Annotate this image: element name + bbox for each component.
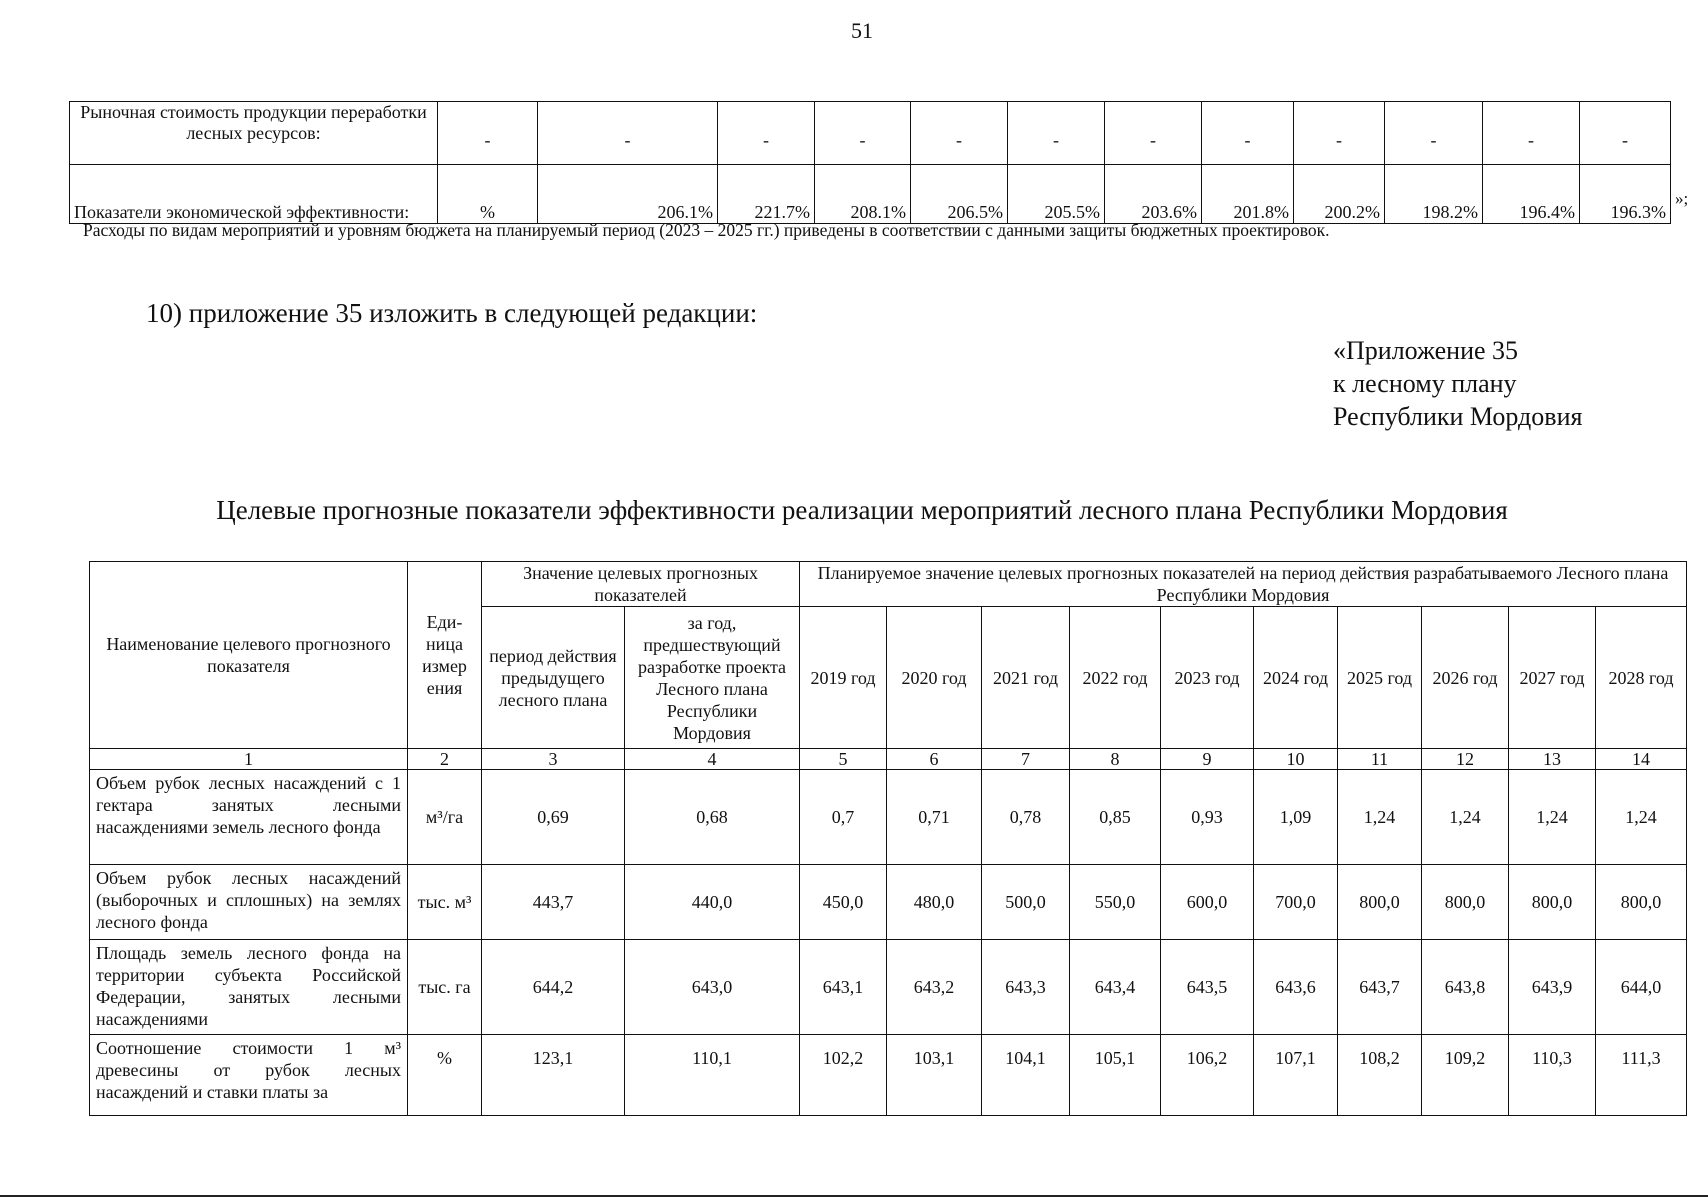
- header-unit: Еди-ница измер ения: [408, 562, 482, 749]
- value-cell: 221.7%: [718, 165, 815, 224]
- value-cell: 643,2: [887, 940, 982, 1035]
- table-row: [90, 770, 1687, 865]
- value-cell: 643,1: [800, 940, 887, 1035]
- value-cell: 196.3%: [1580, 165, 1671, 224]
- appendix-line: к лесному плану: [1333, 369, 1517, 398]
- value-cell: -: [538, 102, 718, 165]
- value-cell: -: [911, 102, 1008, 165]
- budget-note: Расходы по видам мероприятий и уровням бюджета на планируемый период (2023 – 2025 гг.) приведены в соответствии с данными защиты бюджетных проектировок.: [83, 220, 1330, 240]
- unit-cell: тыс. м³: [408, 865, 482, 940]
- header-year: 2027 год: [1509, 607, 1596, 749]
- value-cell: 643,4: [1070, 940, 1161, 1035]
- indicator-name: Площадь земель лесного фонда на территории субъекта Российской Федерации, занятых лесными насаждениями: [90, 940, 408, 1035]
- value-cell: 0,7: [800, 770, 887, 865]
- indicator-name: Соотношение стоимости 1 м³ древесины от рубок лесных насаждений и ставки платы за: [90, 1035, 408, 1116]
- value-cell: 800,0: [1422, 865, 1509, 940]
- value-cell: 480,0: [887, 865, 982, 940]
- value-cell: 0,71: [887, 770, 982, 865]
- value-cell: 644,2: [482, 940, 625, 1035]
- unit-cell: м³/га: [408, 770, 482, 865]
- table-row: [90, 1035, 1687, 1116]
- value-cell: 104,1: [982, 1035, 1070, 1116]
- value-cell: 203.6%: [1105, 165, 1202, 224]
- unit-cell: -: [438, 102, 538, 165]
- value-cell: 1,24: [1422, 770, 1509, 865]
- value-cell: 1,24: [1596, 770, 1687, 865]
- value-cell: 196.4%: [1483, 165, 1580, 224]
- column-number: 10: [1254, 749, 1338, 770]
- value-cell: -: [1105, 102, 1202, 165]
- indicator-name: Объем рубок лесных насаждений с 1 гектара занятых лесными насаждениями земель лесного фонда: [90, 770, 408, 865]
- value-cell: 103,1: [887, 1035, 982, 1116]
- appendix-line: «Приложение 35: [1333, 336, 1519, 365]
- header-year: 2022 год: [1070, 607, 1161, 749]
- value-cell: 1,09: [1254, 770, 1338, 865]
- value-cell: 109,2: [1422, 1035, 1509, 1116]
- value-cell: -: [1580, 102, 1671, 165]
- header-prev-period: период действия предыдущего лесного плана: [482, 607, 625, 749]
- value-cell: 643,8: [1422, 940, 1509, 1035]
- column-number: 12: [1422, 749, 1509, 770]
- unit-cell: %: [408, 1035, 482, 1116]
- value-cell: 1,24: [1509, 770, 1596, 865]
- appendix-line: Республики Мордовия: [1333, 402, 1583, 431]
- indicator-name: Объем рубок лесных насаждений (выборочных и сплошных) на землях лесного фонда: [90, 865, 408, 940]
- value-cell: 800,0: [1509, 865, 1596, 940]
- column-number: 9: [1161, 749, 1254, 770]
- value-cell: 106,2: [1161, 1035, 1254, 1116]
- value-cell: 800,0: [1338, 865, 1422, 940]
- value-cell: 643,5: [1161, 940, 1254, 1035]
- value-cell: 123,1: [482, 1035, 625, 1116]
- column-number: 14: [1596, 749, 1687, 770]
- value-cell: 0,85: [1070, 770, 1161, 865]
- value-cell: 206.5%: [911, 165, 1008, 224]
- continuation-table: [69, 101, 1671, 224]
- value-cell: 643,6: [1254, 940, 1338, 1035]
- value-cell: 110,1: [625, 1035, 800, 1116]
- value-cell: 198.2%: [1385, 165, 1483, 224]
- header-year: 2024 год: [1254, 607, 1338, 749]
- value-cell: 440,0: [625, 865, 800, 940]
- column-number-row: [90, 749, 1687, 770]
- value-cell: 700,0: [1254, 865, 1338, 940]
- value-cell: 644,0: [1596, 940, 1687, 1035]
- column-number: 5: [800, 749, 887, 770]
- value-cell: 200.2%: [1294, 165, 1385, 224]
- column-number: 1: [90, 749, 408, 770]
- column-number: 6: [887, 749, 982, 770]
- value-cell: -: [815, 102, 911, 165]
- header-year: 2019 год: [800, 607, 887, 749]
- row-label: Показатели экономической эффективности:: [70, 165, 438, 224]
- value-cell: -: [1008, 102, 1105, 165]
- column-number: 4: [625, 749, 800, 770]
- column-number: 13: [1509, 749, 1596, 770]
- column-number: 3: [482, 749, 625, 770]
- value-cell: 0,68: [625, 770, 800, 865]
- column-number: 2: [408, 749, 482, 770]
- row-label: Рыночная стоимость продукции переработки лесных ресурсов:: [70, 102, 438, 165]
- value-cell: 0,93: [1161, 770, 1254, 865]
- header-year: 2020 год: [887, 607, 982, 749]
- table-row: [70, 102, 1671, 165]
- page-number: 51: [851, 18, 873, 43]
- value-cell: 443,7: [482, 865, 625, 940]
- header-year: 2023 год: [1161, 607, 1254, 749]
- value-cell: 102,2: [800, 1035, 887, 1116]
- table-row: [90, 940, 1687, 1035]
- value-cell: 800,0: [1596, 865, 1687, 940]
- unit-cell: тыс. га: [408, 940, 482, 1035]
- header-year: 2026 год: [1422, 607, 1509, 749]
- value-cell: 0,78: [982, 770, 1070, 865]
- header-name: Наименование целевого прогнозного показателя: [90, 562, 408, 749]
- indicators-table: [89, 561, 1687, 1116]
- column-number: 11: [1338, 749, 1422, 770]
- column-number: 7: [982, 749, 1070, 770]
- value-cell: 208.1%: [815, 165, 911, 224]
- value-cell: 550,0: [1070, 865, 1161, 940]
- value-cell: 500,0: [982, 865, 1070, 940]
- value-cell: 450,0: [800, 865, 887, 940]
- value-cell: 600,0: [1161, 865, 1254, 940]
- value-cell: 643,9: [1509, 940, 1596, 1035]
- value-cell: -: [1294, 102, 1385, 165]
- value-cell: 108,2: [1338, 1035, 1422, 1116]
- value-cell: -: [1385, 102, 1483, 165]
- value-cell: 1,24: [1338, 770, 1422, 865]
- column-number: 8: [1070, 749, 1161, 770]
- value-cell: 111,3: [1596, 1035, 1687, 1116]
- header-year: 2025 год: [1338, 607, 1422, 749]
- header-year-before: за год, предшествующий разработке проекта Лесного плана Республики Мордовия: [625, 607, 800, 749]
- table-row: [70, 165, 1671, 224]
- value-cell: 643,3: [982, 940, 1070, 1035]
- header-row: [90, 562, 1687, 607]
- unit-cell: %: [438, 165, 538, 224]
- header-group-values: Значение целевых прогнозных показателей: [482, 562, 800, 607]
- value-cell: 201.8%: [1202, 165, 1294, 224]
- header-year: 2021 год: [982, 607, 1070, 749]
- table-row: [90, 865, 1687, 940]
- table-title: Целевые прогнозные показатели эффективности реализации мероприятий лесного плана Республики Мордовия: [216, 495, 1508, 525]
- value-cell: 643,0: [625, 940, 800, 1035]
- value-cell: 205.5%: [1008, 165, 1105, 224]
- value-cell: 0,69: [482, 770, 625, 865]
- value-cell: 105,1: [1070, 1035, 1161, 1116]
- closing-quote: »;: [1675, 189, 1689, 208]
- value-cell: -: [718, 102, 815, 165]
- header-group-planned: Планируемое значение целевых прогнозных показателей на период действия разрабатываемого Лесного плана Республики Мордовия: [800, 562, 1687, 607]
- appendix-block: [1333, 334, 1582, 433]
- header-year: 2028 год: [1596, 607, 1687, 749]
- value-cell: 206.1%: [538, 165, 718, 224]
- value-cell: 110,3: [1509, 1035, 1596, 1116]
- value-cell: -: [1202, 102, 1294, 165]
- page-bottom-rule: [0, 1195, 1708, 1197]
- value-cell: 107,1: [1254, 1035, 1338, 1116]
- value-cell: 643,7: [1338, 940, 1422, 1035]
- value-cell: -: [1483, 102, 1580, 165]
- item-heading: 10) приложение 35 изложить в следующей редакции:: [146, 298, 758, 328]
